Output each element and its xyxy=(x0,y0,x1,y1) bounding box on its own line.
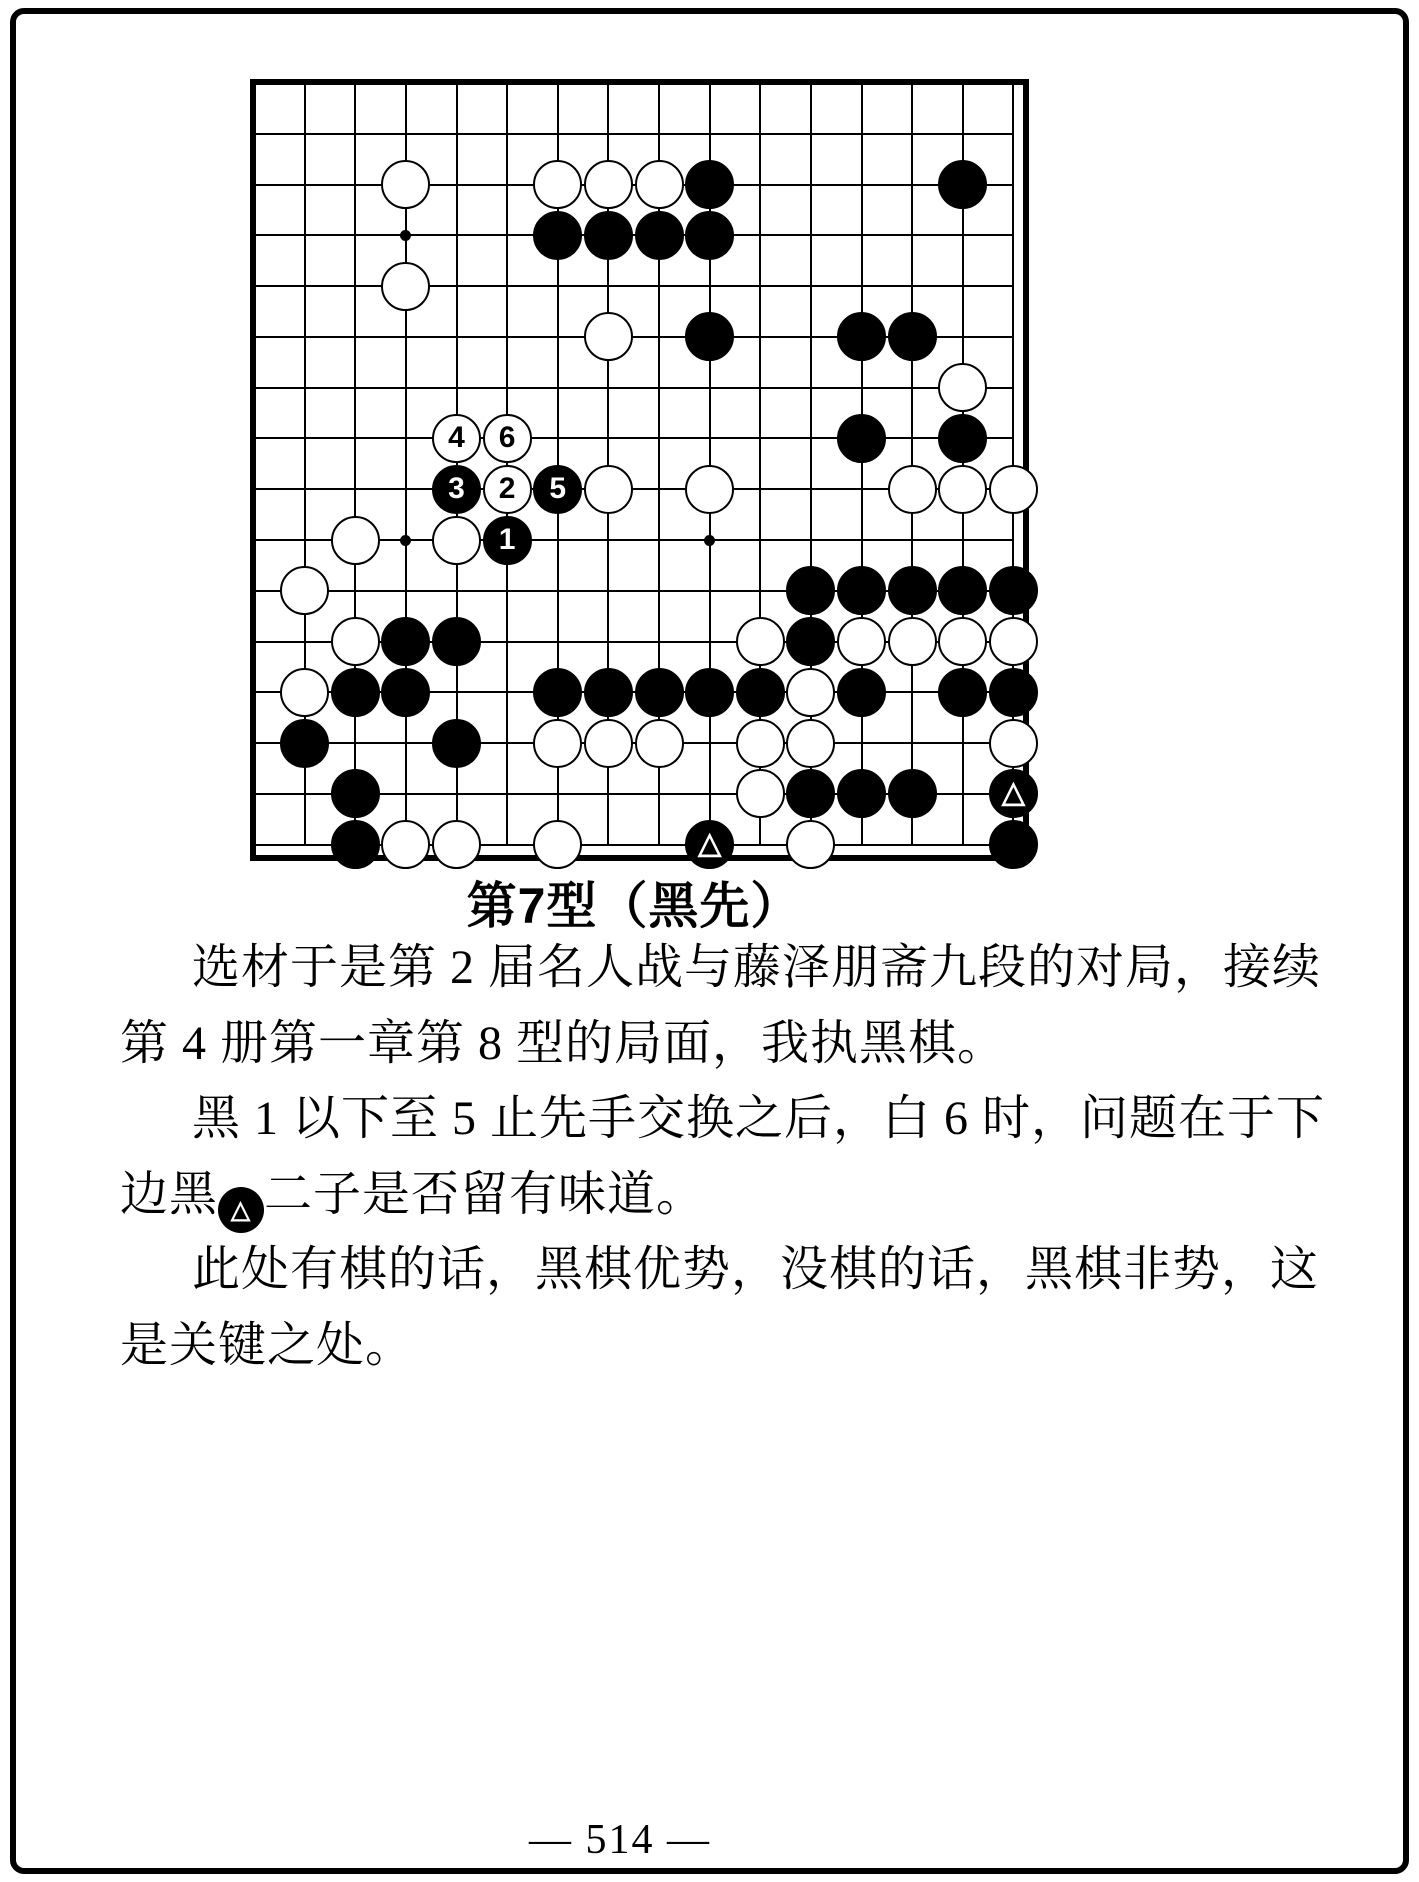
stone-white-move-2: 2 xyxy=(483,465,532,514)
triangle-mark: △ xyxy=(698,826,722,860)
stone-black xyxy=(989,668,1038,717)
stone-white xyxy=(381,820,430,869)
stone-black xyxy=(635,668,684,717)
stone-black xyxy=(685,668,734,717)
body-text-segment: 边黑 xyxy=(120,1167,219,1221)
stone-white xyxy=(432,516,481,565)
body-text-line: 第 4 册第一章第 8 型的局面，我执黑棋。 xyxy=(120,1016,1007,1070)
stone-black-triangle-marked xyxy=(685,820,734,869)
stone-white xyxy=(888,465,937,514)
stone-white-move-6: 6 xyxy=(483,414,532,463)
stone-black xyxy=(837,414,886,463)
stone-black-move-1: 1 xyxy=(483,516,532,565)
stone-black xyxy=(635,211,684,260)
stone-black xyxy=(989,566,1038,615)
body-text-line: 是关键之处。 xyxy=(120,1318,415,1372)
stone-white xyxy=(736,769,785,818)
stone-white xyxy=(533,820,582,869)
stone-black xyxy=(938,668,987,717)
stone-white xyxy=(584,160,633,209)
triangle-mark: △ xyxy=(1001,775,1025,809)
stone-black xyxy=(331,668,380,717)
stone-white xyxy=(989,465,1038,514)
inline-triangle-stone-icon xyxy=(218,1187,264,1233)
go-board-diagram xyxy=(0,0,1419,900)
stone-black xyxy=(989,820,1038,869)
stone-white xyxy=(736,719,785,768)
stone-white xyxy=(533,160,582,209)
stone-white xyxy=(584,312,633,361)
page-number: — 514 — xyxy=(529,1817,711,1863)
stone-white xyxy=(685,465,734,514)
stone-white xyxy=(584,719,633,768)
stone-black xyxy=(837,566,886,615)
stone-black xyxy=(280,719,329,768)
stone-black xyxy=(888,566,937,615)
stone-black xyxy=(432,617,481,666)
stone-black xyxy=(685,160,734,209)
stone-white xyxy=(331,617,380,666)
stone-black xyxy=(938,414,987,463)
stone-white xyxy=(938,465,987,514)
stone-black xyxy=(685,211,734,260)
stone-black xyxy=(331,769,380,818)
stone-black xyxy=(888,312,937,361)
diagram-title: 第7型（黑先） xyxy=(466,878,802,934)
stone-black xyxy=(736,668,785,717)
star-point xyxy=(400,535,411,546)
stone-white xyxy=(635,160,684,209)
triangle-mark: △ xyxy=(230,1195,252,1224)
stone-white xyxy=(432,820,481,869)
stone-black-triangle-marked xyxy=(989,769,1038,818)
stone-black xyxy=(432,719,481,768)
stone-black-move-3: 3 xyxy=(432,465,481,514)
stone-black xyxy=(938,160,987,209)
stone-white xyxy=(989,617,1038,666)
stone-black xyxy=(888,769,937,818)
stone-white xyxy=(736,617,785,666)
stone-white xyxy=(381,262,430,311)
stone-white xyxy=(635,719,684,768)
stone-black xyxy=(533,211,582,260)
stone-white xyxy=(888,617,937,666)
stone-white xyxy=(837,617,886,666)
stone-white xyxy=(989,719,1038,768)
stone-black xyxy=(533,668,582,717)
stone-black xyxy=(331,820,380,869)
body-text xyxy=(120,928,1326,1381)
stone-black xyxy=(584,211,633,260)
body-text-line xyxy=(120,1155,1320,1231)
stone-black xyxy=(837,668,886,717)
stone-black xyxy=(584,668,633,717)
stone-white xyxy=(280,668,329,717)
stone-white xyxy=(786,719,835,768)
stone-white xyxy=(786,820,835,869)
body-text-line: 此处有棋的话，黑棋优势，没棋的话，黑棋非势，这 xyxy=(192,1243,1320,1296)
star-point xyxy=(704,535,715,546)
stone-black-move-5: 5 xyxy=(533,465,582,514)
stone-black xyxy=(381,668,430,717)
stone-white xyxy=(584,465,633,514)
stone-white xyxy=(786,668,835,717)
body-text-line: 选材于是第 2 届名人战与藤泽朋斋九段的对局，接续 xyxy=(192,941,1322,994)
stone-white xyxy=(331,516,380,565)
stone-white xyxy=(533,719,582,768)
stone-white-move-4: 4 xyxy=(432,414,481,463)
body-text-segment: 二子是否留有味道。 xyxy=(264,1167,706,1221)
body-text-line: 黑 1 以下至 5 止先手交换之后，白 6 时，问题在于下 xyxy=(192,1092,1326,1145)
